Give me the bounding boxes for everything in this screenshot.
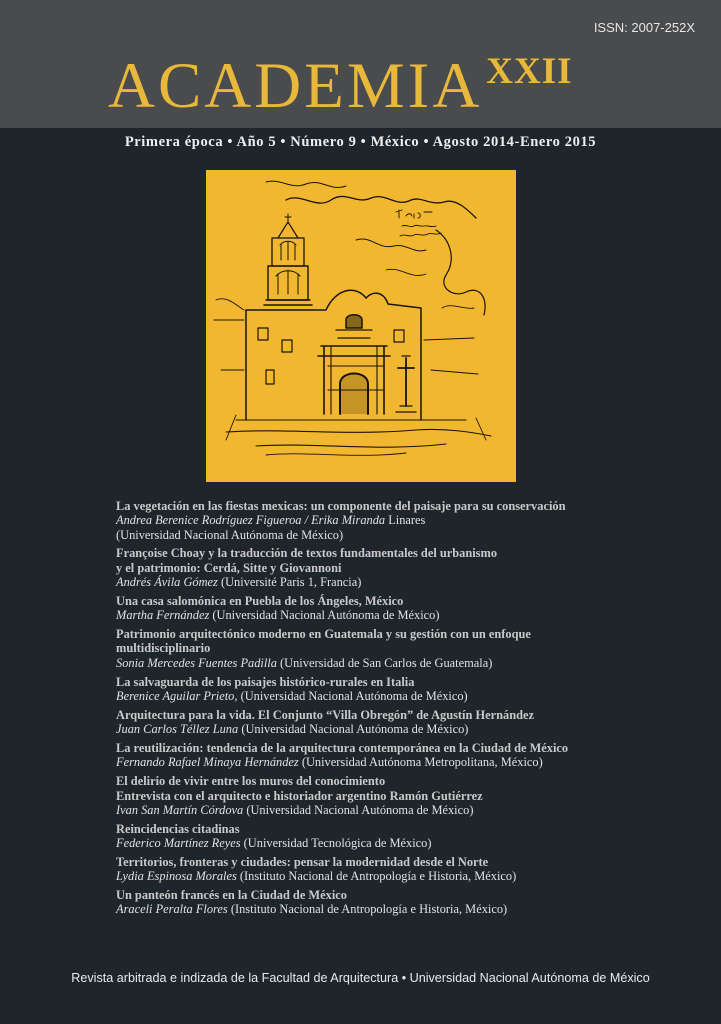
article-byline (116, 656, 706, 670)
article-entry (116, 546, 706, 589)
article-title: Françoise Choay y la traducción de textos fundamentales del urbanismo y el patrimonio: Cerdá, Sitte y Giovannoni (116, 546, 498, 575)
article-entry (116, 774, 706, 817)
publisher-footer: Revista arbitrada e indizada de la Facultad de Arquitectura • Universidad Nacional Autónoma de México (71, 971, 650, 985)
table-of-contents (116, 499, 706, 921)
article-title: Territorios, fronteras y ciudades: pensar la modernidad desde el Norte (116, 854, 489, 869)
article-author: Ivan San Martín Córdova (116, 802, 244, 817)
article-affiliation: (Universidad de San Carlos de Guatemala) (280, 655, 493, 670)
article-author: Fernando Rafael Minaya Hernández (116, 755, 299, 770)
church-sketch-drawing (206, 170, 516, 482)
article-byline (116, 803, 706, 817)
article-author: Berenice Aguilar Prieto, (116, 688, 238, 703)
article-author: Lydia Espinosa Morales (116, 869, 237, 884)
article-entry (116, 594, 706, 623)
article-title: Patrimonio arquitectónico moderno en Guatemala y su gestión con un enfoque multidisciplinario (116, 627, 531, 656)
article-byline (116, 836, 706, 850)
article-author: Andrea Berenice Rodríguez Figueroa / Erika Miranda (116, 513, 386, 528)
article-byline (116, 575, 706, 589)
article-title: Arquitectura para la vida. El Conjunto “Villa Obregón” de Agustín Hernández (116, 707, 534, 722)
article-entry (116, 499, 706, 542)
article-byline (116, 902, 706, 916)
journal-title-superscript: XXII (486, 51, 573, 92)
article-affiliation: (Instituto Nacional de Antropología e Historia, México) (230, 902, 508, 917)
article-affiliation: (Universidad Nacional Autónoma de México) (241, 722, 469, 737)
article-affiliation: (Universidad Nacional Autónoma de México) (240, 688, 468, 703)
cover-sketch-illustration (206, 170, 516, 482)
article-title: Un panteón francés en la Ciudad de México (116, 888, 347, 903)
article-entry (116, 741, 706, 770)
article-entry (116, 675, 706, 704)
article-title: La vegetación en las fiestas mexicas: un componente del paisaje para su conservación (116, 499, 566, 513)
article-affiliation: (Universidad Nacional Autónoma de México) (246, 802, 474, 817)
article-title: El delirio de vivir entre los muros del conocimiento Entrevista con el arquitecto e historiador argentino Ramón Gutiérrez (116, 774, 483, 803)
article-author: Federico Martínez Reyes (116, 835, 241, 850)
journal-title (108, 50, 573, 122)
article-author: Araceli Peralta Flores (116, 902, 228, 917)
article-entry (116, 708, 706, 737)
article-byline (116, 608, 706, 622)
article-affiliation: (Instituto Nacional de Antropología e Historia, México) (239, 869, 517, 884)
article-entry (116, 888, 706, 917)
issue-line: Primera época • Año 5 • Número 9 • México • Agosto 2014-Enero 2015 (124, 134, 597, 150)
journal-title-text: ACADEMIA (108, 50, 483, 122)
article-affiliation: (Université Paris 1, Francia) (220, 575, 362, 590)
article-byline (116, 689, 706, 703)
article-byline (116, 869, 706, 883)
article-title: La salvaguarda de los paisajes histórico-rurales en Italia (116, 674, 415, 689)
article-author: Martha Fernández (116, 608, 210, 623)
article-affiliation: (Universidad Nacional Autónoma de México) (212, 608, 440, 623)
article-title: Reincidencias citadinas (116, 821, 240, 836)
issn-label: ISSN: 2007-252X (593, 20, 695, 35)
article-title: Una casa salomónica en Puebla de los Ángeles, México (116, 593, 404, 608)
article-author: Andrés Ávila Gómez (116, 575, 218, 590)
article-entry (116, 855, 706, 884)
article-author: Sonia Mercedes Fuentes Padilla (116, 655, 277, 670)
article-byline (116, 755, 706, 769)
article-entry (116, 627, 706, 670)
article-title: La reutilización: tendencia de la arquitectura contemporánea en la Ciudad de México (116, 741, 569, 756)
article-author: Juan Carlos Téllez Luna (116, 722, 239, 737)
article-affiliation: Linares (Universidad Nacional Autónoma de México) (116, 513, 426, 542)
article-affiliation: (Universidad Autónoma Metropolitana, México) (301, 755, 543, 770)
article-affiliation: (Universidad Tecnológica de México) (243, 835, 432, 850)
article-byline (116, 722, 706, 736)
article-byline (116, 513, 706, 542)
article-entry (116, 822, 706, 851)
